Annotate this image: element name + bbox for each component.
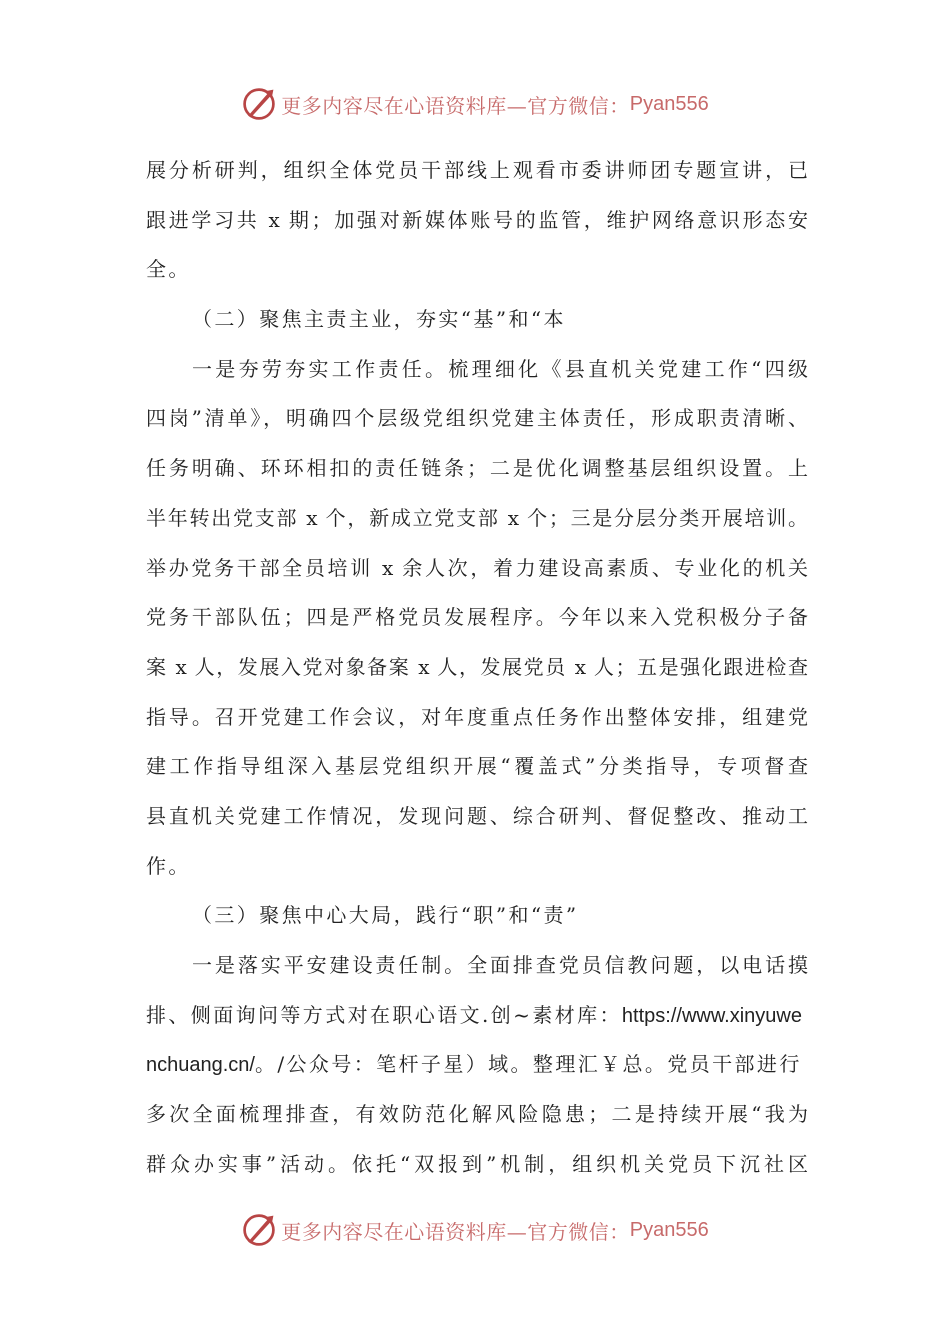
document-body xyxy=(146,146,808,1189)
text-line: 群众办实事”活动。依托“双报到”机制，组织机关党员下沉社区 xyxy=(146,1151,808,1176)
text-line: 建工作指导组深入基层党组织开展“覆盖式”分类指导，专项督查 xyxy=(146,754,808,779)
text-line: 指导。召开党建工作会议，对年度重点任务作出整体安排，组建党 xyxy=(146,704,808,729)
header-banner-text: 更多内容尽在心语资料库—官方微信： xyxy=(281,93,630,118)
text-segment: 排、侧面询问等方式对在职心语文.创~素材库： xyxy=(146,1002,622,1027)
header-banner-id: Pyan556 xyxy=(629,92,709,115)
quill-logo-icon xyxy=(241,1212,277,1248)
text-line: 作。 xyxy=(146,853,191,878)
section-heading: （二）聚焦主责主业，夯实“基”和“本 xyxy=(192,307,566,332)
text-line: 任务明确、环环相扣的责任链条；二是优化调整基层组织设置。上 xyxy=(146,456,808,481)
quill-logo-icon xyxy=(241,86,277,122)
header-banner xyxy=(0,84,950,124)
footer-banner-text: 更多内容尽在心语资料库—官方微信： xyxy=(281,1219,630,1244)
text-line-with-url xyxy=(146,991,808,1041)
footer-banner xyxy=(0,1210,950,1250)
url-segment: nchuang.cn/ xyxy=(146,1054,255,1077)
text-line-with-url xyxy=(146,1040,808,1090)
text-line: 一是夯劳夯实工作责任。梳理细化《县直机关党建工作“四级 xyxy=(192,356,808,381)
text-line: 县直机关党建工作情况，发现问题、综合研判、督促整改、推动工 xyxy=(146,803,808,828)
text-line: 跟进学习共 x 期；加强对新媒体账号的监管，维护网络意识形态安 xyxy=(146,207,808,232)
text-line: 案 x 人，发展入党对象备案 x 人，发展党员 x 人；五是强化跟进检查 xyxy=(146,654,808,679)
url-segment: https://www.xinyuwe xyxy=(621,1004,802,1027)
text-segment: 。/公众号：笔杆子星）域。整理汇￥总。党员干部进行 xyxy=(254,1052,802,1077)
text-line: 党务干部队伍；四是严格党员发展程序。今年以来入党积极分子备 xyxy=(146,605,808,630)
text-line: 举办党务干部全员培训 x 余人次，着力建设高素质、专业化的机关 xyxy=(146,555,808,580)
text-line: 半年转出党支部 x 个，新成立党支部 x 个；三是分层分类开展培训。 xyxy=(146,505,808,530)
text-line: 展分析研判，组织全体党员干部线上观看市委讲师团专题宣讲，已 xyxy=(146,158,808,182)
text-line: 全。 xyxy=(146,257,191,282)
footer-banner-id: Pyan556 xyxy=(629,1218,709,1241)
text-line: 多次全面梳理排查，有效防范化解风险隐患；二是持续开展“我为 xyxy=(146,1102,808,1127)
text-line: 一是落实平安建设责任制。全面排查党员信教问题，以电话摸 xyxy=(192,953,808,977)
section-heading: （三）聚焦中心大局，践行“职”和“责” xyxy=(192,903,579,928)
text-line: 四岗”清单》，明确四个层级党组织党建主体责任，形成职责清晰、 xyxy=(146,406,808,431)
